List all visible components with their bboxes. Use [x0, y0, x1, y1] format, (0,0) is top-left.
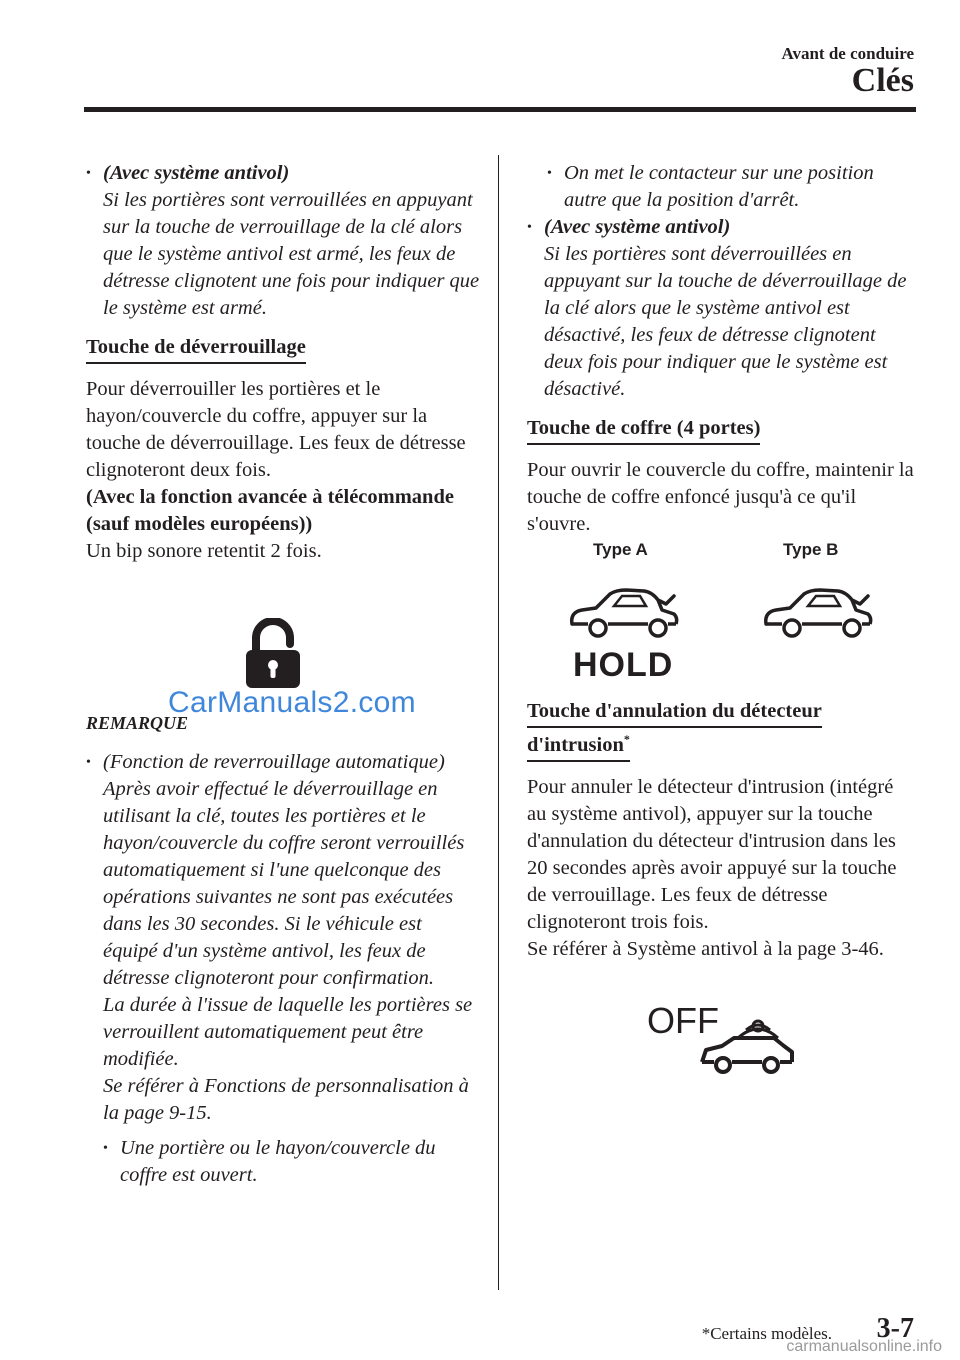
sub-bullet-text: Une portière ou le hayon/couvercle du coffre est ouvert. — [120, 1137, 436, 1186]
model-footnote-star: * — [623, 732, 630, 747]
unlock-heading: Touche de déverrouillage — [86, 334, 306, 364]
remark-block — [86, 704, 481, 1189]
trunk-open-icon-type-a — [566, 586, 682, 640]
bullet-auto-relock — [86, 749, 481, 1189]
bullet-text: Si les portières sont verrouillées en appuyant sur la touche de verrouillage de la clé alors que le système antivol est armé, les feux de détresse clignotent une fois pour indiquer que le système est armé. — [103, 189, 480, 319]
site-watermark: carmanualsonline.info — [786, 1338, 942, 1355]
watermark-text: CarManuals2.com — [168, 686, 416, 719]
bullet-text: Si les portières sont déverrouillées en appuyant sur la touche de déverrouillage de la clé alors que le système antivol est désactivé, les feux de détresse clignotent deux fois pour indiquer que le système est désactivé. — [544, 243, 907, 400]
type-b-label: Type B — [783, 540, 839, 559]
footnote: *Certains modèles. — [701, 1324, 832, 1343]
sub-bullet-door-open — [103, 1135, 481, 1189]
column-divider — [498, 155, 499, 1290]
advanced-keyless-text: Un bip sonore retentit 2 fois. — [86, 540, 322, 562]
header-divider — [84, 107, 916, 112]
intrusion-heading-text: d'intrusion — [527, 734, 624, 756]
off-label: OFF — [647, 1000, 719, 1041]
intrusion-reference: Se référer à Système antivol à la page 3-46. — [527, 938, 884, 960]
relock-text-1: Après avoir effectué le déverrouillage en utilisant la clé, toutes les portières et le hayon/couvercle du coffre seront verrouillés automatiquement si l'une quelconque des opérations suivantes ne sont pas exécutées dans les 30 secondes. Si le véhicule est équipé d'un système antivol, les feux de détresse clignoteront pour confirmation. — [103, 778, 465, 989]
left-column — [86, 160, 481, 565]
type-a-label: Type A — [593, 540, 648, 559]
bullet-antitheft-lock — [86, 160, 481, 322]
bullet-title: • (Avec système antivol) — [544, 216, 731, 238]
intrusion-sensor-car-icon — [696, 1016, 798, 1076]
page-number: 3-7 — [876, 1313, 914, 1344]
bullet-title: • (Avec système antivol) — [103, 162, 290, 184]
remark-label: REMARQUE — [86, 713, 189, 733]
hold-label: HOLD — [573, 646, 674, 684]
unlock-padlock-icon — [244, 618, 304, 690]
unlock-paragraph: Pour déverrouiller les portières et le hayon/couvercle du coffre, appuyer sur la touche de déverrouillage. Les feux de détresse clignoteront deux fois. — [86, 378, 466, 481]
intrusion-block — [527, 698, 917, 963]
page-title: Clés — [851, 62, 914, 99]
advanced-keyless-title: (Avec la fonction avancée à télécommande (sauf modèles européens)) — [86, 486, 454, 535]
sub-bullet-ignition — [547, 160, 917, 214]
trunk-open-icon-type-b — [760, 586, 876, 640]
relock-title: • (Fonction de reverrouillage automatique) — [103, 751, 445, 773]
sub-bullet-text: On met le contacteur sur une position autre que la position d'arrêt. — [564, 162, 874, 211]
intrusion-heading-line2 — [527, 732, 630, 762]
relock-text-2: La durée à l'issue de laquelle les portières se verrouillent automatiquement peut être modifiée. — [103, 994, 473, 1070]
intrusion-paragraph: Pour annuler le détecteur d'intrusion (intégré au système antivol), appuyer sur la touche d'annulation du détecteur d'intrusion dans les 20 secondes après avoir appuyé sur la touche de verrouillage. Les feux de détresse clignoteront trois fois. — [527, 776, 897, 933]
section-title: Avant de conduire — [781, 44, 914, 63]
trunk-heading: Touche de coffre (4 portes) — [527, 415, 760, 445]
right-column — [527, 160, 917, 538]
relock-text-3: Se référer à Fonctions de personnalisation à la page 9-15. — [103, 1075, 469, 1124]
intrusion-heading-line1: Touche d'annulation du détecteur — [527, 698, 822, 728]
bullet-antitheft-unlock — [527, 214, 917, 403]
trunk-paragraph: Pour ouvrir le couvercle du coffre, maintenir la touche de coffre enfoncé jusqu'à ce qu'il s'ouvre. — [527, 459, 914, 535]
